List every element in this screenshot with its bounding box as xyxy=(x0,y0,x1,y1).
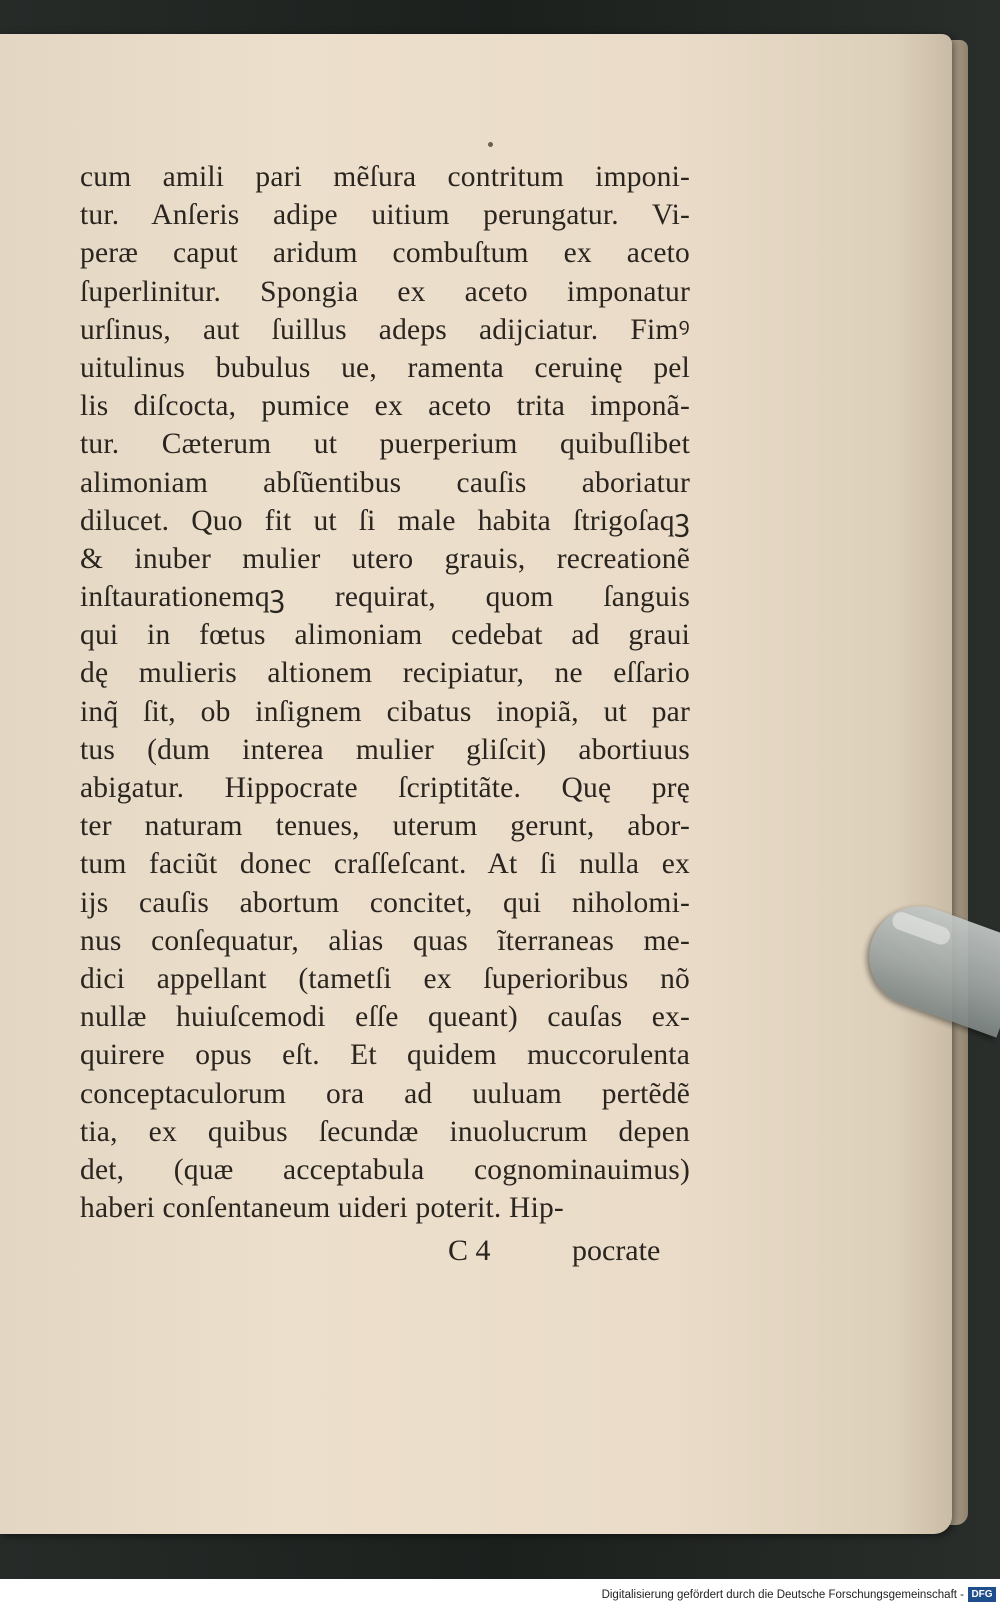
text-line: ijs cauſis abortum concitet, qui niholomi- xyxy=(80,886,690,919)
text-line: inq̃ ſit, ob inſignem cibatus inopiã, ut par xyxy=(80,695,690,728)
text-line: dici appellant (tametſi ex ſuperioribus nõ xyxy=(80,962,690,995)
text-line: nus conſequatur, alias quas ĩterraneas me- xyxy=(80,924,690,957)
text-line: dilucet. Quo fit ut ſi male habita ſtrigoſaqꝫ xyxy=(80,504,690,537)
text-line: uitulinus bubulus ue, ramenta ceruinę pel xyxy=(80,351,690,384)
text-line: tum faciũt donec craſſeſcant. At ſi nulla ex xyxy=(80,848,690,881)
text-line: alimoniam abſũentibus cauſis aboriatur xyxy=(80,466,690,499)
text-line: & inuber mulier utero grauis, recreationẽ xyxy=(80,542,690,575)
text-line: nullæ huiuſcemodi eſſe queant) cauſas ex- xyxy=(80,1001,690,1034)
text-line: dę mulieris altionem recipiatur, ne eſſario xyxy=(80,657,690,690)
text-line: abigatur. Hippocrate ſcriptitãte. Quę prę xyxy=(80,772,690,804)
footer-bar xyxy=(0,1579,1000,1607)
text-line: det, (quæ acceptabula cognominauimus) xyxy=(80,1153,690,1186)
text-line: tur. Anſeris adipe uitium perungatur. Vi- xyxy=(80,199,690,232)
page-text xyxy=(80,158,690,1227)
dfg-logo: DFG xyxy=(968,1587,996,1602)
text-line: tia, ex quibus ſecundæ inuolucrum depen xyxy=(80,1115,690,1148)
text-line: ſuperlinitur. Spongia ex aceto imponatur xyxy=(80,275,690,308)
text-line: haberi conſentaneum uideri poterit. Hip- xyxy=(80,1192,564,1225)
catchword: pocrate xyxy=(572,1234,661,1267)
text-line: lis diſcocta, pumice ex aceto trita imponã- xyxy=(80,390,690,423)
ink-dot xyxy=(488,142,493,147)
text-line: tus (dum interea mulier gliſcit) abortiuus xyxy=(80,733,690,766)
text-line: inſtaurationemqꝫ requirat, quom ſanguis xyxy=(80,581,690,614)
text-line: cum amili pari mẽſura contritum imponi- xyxy=(80,161,690,193)
signature-mark: C 4 xyxy=(448,1234,491,1267)
text-line: qui in fœtus alimoniam cedebat ad graui xyxy=(80,619,690,652)
clip-highlight xyxy=(890,910,953,947)
text-line: ter naturam tenues, uterum gerunt, abor- xyxy=(80,810,690,843)
text-line: peræ caput aridum combuſtum ex aceto xyxy=(80,237,690,270)
text-line: quirere opus eſt. Et quidem muccorulenta xyxy=(80,1039,690,1072)
text-line: tur. Cæterum ut puerperium quibuſlibet xyxy=(80,428,690,461)
text-line: urſinus, aut ſuillus adeps adijciatur. Fimꝰ xyxy=(80,313,690,346)
text-line: conceptaculorum ora ad uuluam pertẽdẽ xyxy=(80,1077,690,1110)
funding-credit: Digitalisierung gefördert durch die Deutsche Forschungsgemeinschaft - xyxy=(601,1589,964,1601)
